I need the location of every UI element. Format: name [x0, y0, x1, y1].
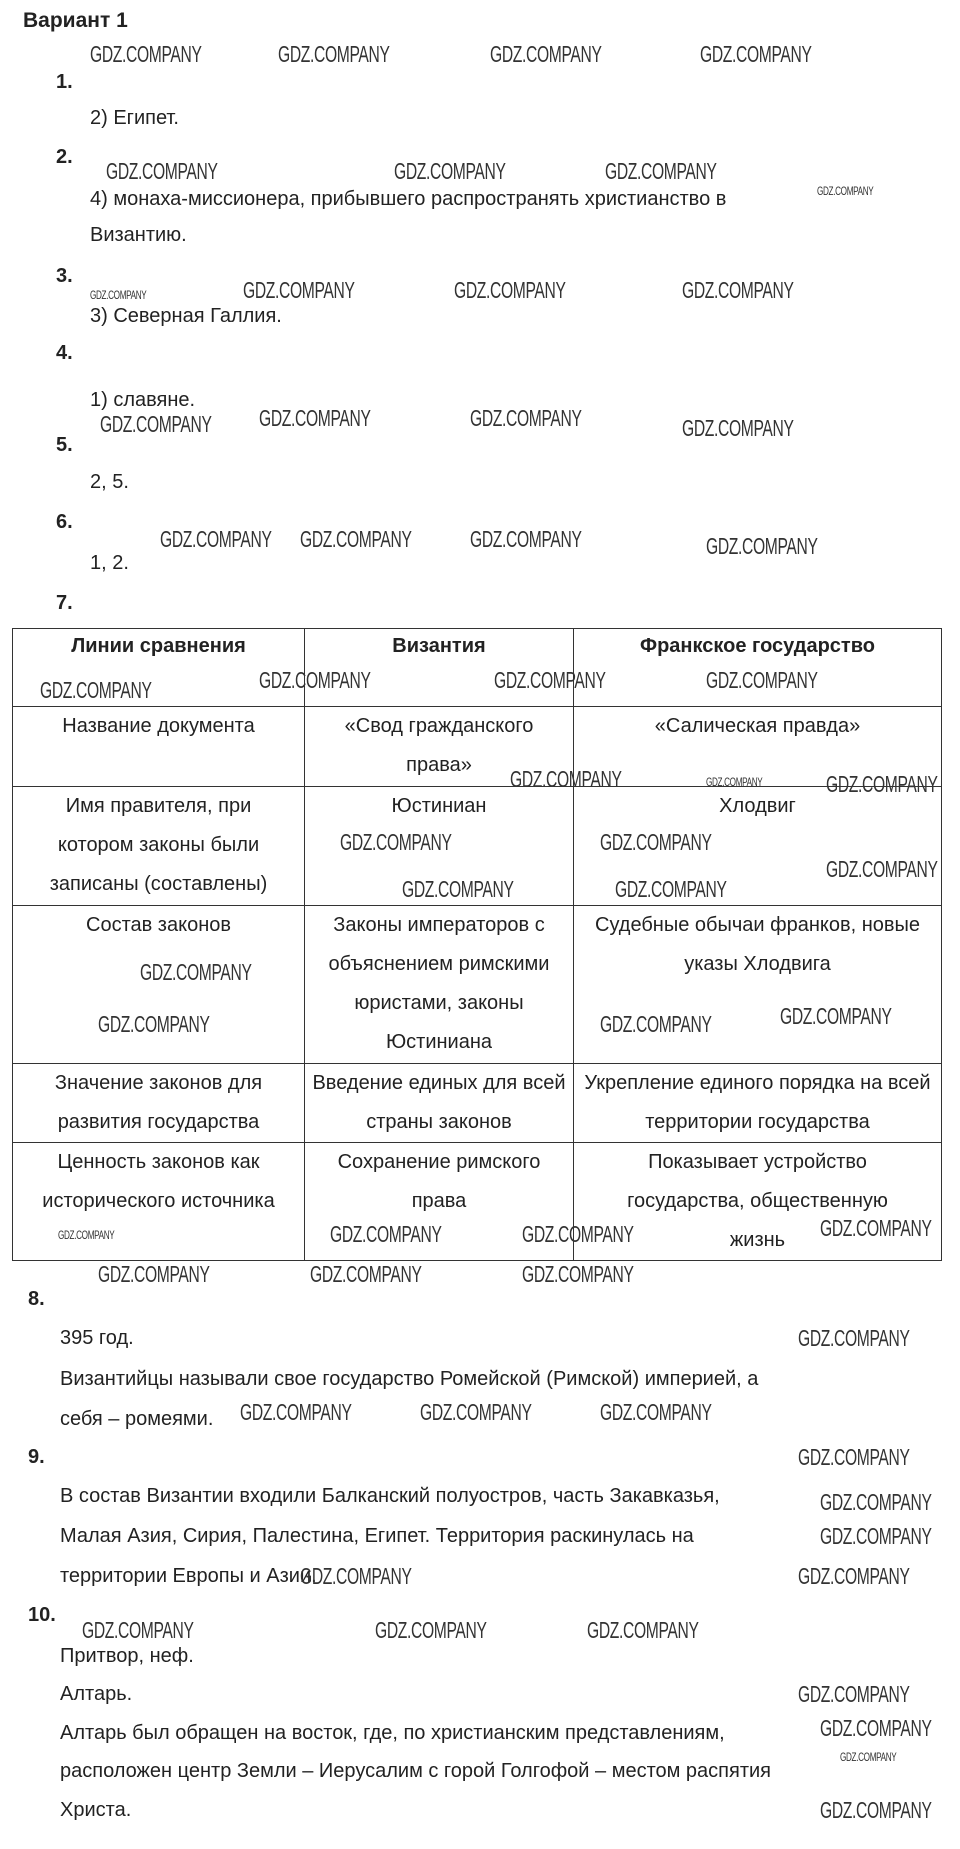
watermark: GDZ.COMPANY [820, 1715, 932, 1741]
table-cell: Сохранение римского права [305, 1143, 574, 1261]
question-2-answer-line: 4) монаха-миссионера, прибывшего распространять христианство в [90, 188, 727, 210]
table-cell: «Салическая правда» [574, 707, 942, 787]
question-2-answer-line: Византию. [90, 224, 187, 246]
watermark: GDZ.COMPANY [40, 677, 152, 703]
watermark: GDZ.COMPANY [402, 876, 514, 902]
watermark: GDZ.COMPANY [310, 1261, 422, 1287]
question-10-answer-line: Алтарь был обращен на восток, где, по христианским представлениям, [60, 1722, 725, 1744]
watermark: GDZ.COMPANY [100, 411, 212, 437]
watermark: GDZ.COMPANY [706, 533, 818, 559]
watermark: GDZ.COMPANY [98, 1261, 210, 1287]
table-cell: Состав законов [13, 906, 305, 1064]
watermark: GDZ.COMPANY [820, 1523, 932, 1549]
watermark: GDZ.COMPANY [615, 876, 727, 902]
watermark: GDZ.COMPANY [58, 1228, 115, 1242]
watermark: GDZ.COMPANY [798, 1681, 910, 1707]
watermark: GDZ.COMPANY [682, 277, 794, 303]
table-cell: Ценность законов как исторического источника [13, 1143, 305, 1261]
question-2-number: 2. [56, 146, 73, 168]
question-10-answer-line: расположен центр Земли – Иерусалим с горой Голгофой – местом распятия [60, 1760, 771, 1782]
table-header: Франкское государство [574, 629, 942, 707]
watermark: GDZ.COMPANY [394, 158, 506, 184]
table-header: Линии сравнения [13, 629, 305, 707]
watermark: GDZ.COMPANY [600, 1399, 712, 1425]
table-cell: «Свод гражданского права» [305, 707, 574, 787]
question-3-answer: 3) Северная Галлия. [90, 305, 282, 327]
table-cell: Показывает устройство государства, общественную жизнь [574, 1143, 942, 1261]
table-cell: Законы императоров с объяснением римскими юристами, законы Юстиниана [305, 906, 574, 1064]
watermark: GDZ.COMPANY [522, 1261, 634, 1287]
watermark: GDZ.COMPANY [106, 158, 218, 184]
question-1-answer: 2) Египет. [90, 107, 179, 129]
page-title: Вариант 1 [23, 9, 128, 32]
watermark: GDZ.COMPANY [454, 277, 566, 303]
question-5-number: 5. [56, 434, 73, 456]
watermark: GDZ.COMPANY [826, 771, 938, 797]
question-6-number: 6. [56, 511, 73, 533]
watermark: GDZ.COMPANY [340, 829, 452, 855]
table-cell: Значение законов для развития государства [13, 1064, 305, 1143]
watermark: GDZ.COMPANY [780, 1003, 892, 1029]
table-row [13, 707, 942, 787]
watermark: GDZ.COMPANY [90, 41, 202, 67]
watermark: GDZ.COMPANY [682, 415, 794, 441]
watermark: GDZ.COMPANY [840, 1750, 897, 1764]
question-3-number: 3. [56, 265, 73, 287]
watermark: GDZ.COMPANY [259, 405, 371, 431]
question-4-number: 4. [56, 342, 73, 364]
question-10-number: 10. [28, 1604, 56, 1626]
watermark: GDZ.COMPANY [510, 766, 622, 792]
question-9-number: 9. [28, 1446, 45, 1468]
watermark: GDZ.COMPANY [600, 829, 712, 855]
table-row [13, 1064, 942, 1143]
watermark: GDZ.COMPANY [375, 1617, 487, 1643]
question-9-answer-line: В состав Византии входили Балканский полуостров, часть Закавказья, [60, 1485, 720, 1507]
question-5-answer: 2, 5. [90, 471, 129, 493]
watermark: GDZ.COMPANY [278, 41, 390, 67]
watermark: GDZ.COMPANY [490, 41, 602, 67]
watermark: GDZ.COMPANY [706, 667, 818, 693]
table-cell: Укрепление единого порядка на всей территории государства [574, 1064, 942, 1143]
question-10-answer-line: Христа. [60, 1799, 132, 1821]
watermark: GDZ.COMPANY [600, 1011, 712, 1037]
watermark: GDZ.COMPANY [82, 1617, 194, 1643]
question-4-answer: 1) славяне. [90, 389, 196, 411]
table-cell: Имя правителя, при котором законы были записаны (составлены) [13, 787, 305, 906]
watermark: GDZ.COMPANY [243, 277, 355, 303]
watermark: GDZ.COMPANY [798, 1563, 910, 1589]
watermark: GDZ.COMPANY [798, 1325, 910, 1351]
watermark: GDZ.COMPANY [522, 1221, 634, 1247]
watermark: GDZ.COMPANY [605, 158, 717, 184]
table-cell: Хлодвиг [574, 787, 942, 906]
watermark: GDZ.COMPANY [798, 1444, 910, 1470]
question-8-answer-line: 395 год. [60, 1327, 134, 1349]
question-8-answer-line: себя – ромеями. [60, 1408, 214, 1430]
question-10-answer-line: Алтарь. [60, 1683, 133, 1705]
watermark: GDZ.COMPANY [706, 775, 763, 789]
question-8-answer-line: Византийцы называли свое государство Ромейской (Римской) империей, а [60, 1368, 759, 1390]
watermark: GDZ.COMPANY [817, 184, 874, 198]
table-row [13, 1143, 942, 1261]
question-8-number: 8. [28, 1288, 45, 1310]
watermark: GDZ.COMPANY [140, 959, 252, 985]
watermark: GDZ.COMPANY [820, 1797, 932, 1823]
watermark: GDZ.COMPANY [300, 1563, 412, 1589]
watermark: GDZ.COMPANY [160, 526, 272, 552]
table-cell: Юстиниан [305, 787, 574, 906]
watermark: GDZ.COMPANY [820, 1489, 932, 1515]
question-6-answer: 1, 2. [90, 552, 129, 574]
watermark: GDZ.COMPANY [240, 1399, 352, 1425]
watermark: GDZ.COMPANY [300, 526, 412, 552]
comparison-table [12, 628, 942, 1261]
watermark: GDZ.COMPANY [98, 1011, 210, 1037]
watermark: GDZ.COMPANY [470, 405, 582, 431]
watermark: GDZ.COMPANY [826, 856, 938, 882]
watermark: GDZ.COMPANY [700, 41, 812, 67]
question-9-answer-line: Малая Азия, Сирия, Палестина, Египет. Территория раскинулась на [60, 1525, 694, 1547]
watermark: GDZ.COMPANY [494, 667, 606, 693]
table-cell: Судебные обычаи франков, новые указы Хлодвига [574, 906, 942, 1064]
table-header: Византия [305, 629, 574, 707]
question-10-answer-line: Притвор, неф. [60, 1645, 194, 1667]
table-cell: Название документа [13, 707, 305, 787]
watermark: GDZ.COMPANY [90, 288, 147, 302]
question-9-answer-line: территории Европы и Азии. [60, 1565, 317, 1587]
question-7-number: 7. [56, 592, 73, 614]
question-1-number: 1. [56, 71, 73, 93]
watermark: GDZ.COMPANY [420, 1399, 532, 1425]
watermark: GDZ.COMPANY [587, 1617, 699, 1643]
watermark: GDZ.COMPANY [820, 1215, 932, 1241]
watermark: GDZ.COMPANY [259, 667, 371, 693]
watermark: GDZ.COMPANY [330, 1221, 442, 1247]
table-cell: Введение единых для всей страны законов [305, 1064, 574, 1143]
watermark: GDZ.COMPANY [470, 526, 582, 552]
